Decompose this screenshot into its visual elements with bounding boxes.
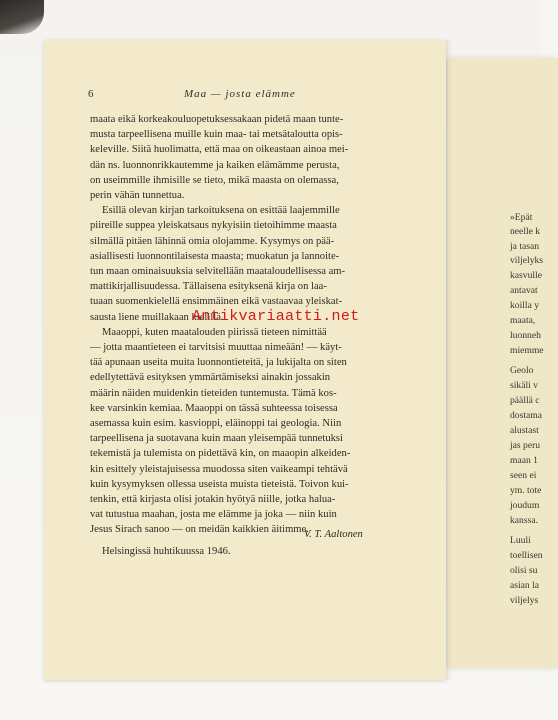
text-line: Jesus Sirach sanoo — on meidän kaikkien äitimme. — [90, 524, 309, 536]
right-page-text: seen ei — [510, 470, 537, 481]
text-line: vat tutustua maahan, josta me elämme ja joka — niin kuin — [90, 509, 337, 521]
right-page-text: Geolo — [510, 365, 534, 376]
text-line: piireille suppea yleiskatsaus nykyisiin tietoihimme maasta — [90, 220, 337, 232]
right-page-text: neelle k — [510, 226, 541, 237]
right-page-text: joudum — [510, 500, 540, 511]
right-page-text: miemme — [510, 345, 544, 356]
body-text — [90, 112, 400, 559]
right-page-text: Luuli — [510, 535, 531, 546]
right-page-text: viljelys — [510, 595, 539, 606]
right-page-text: toellisen — [510, 550, 543, 561]
text-line: asiallisesti luonnontilaisesta maasta; muokatun ja lannoite- — [90, 250, 340, 262]
text-line: tekemistä ja tulemista on pidettävä kin, on maaopin alkeiden- — [90, 448, 351, 460]
place-date: Helsingissä huhtikuussa 1946. — [102, 545, 231, 557]
right-page-text: kanssa. — [510, 515, 538, 526]
text-line: maata eikä korkeakouluopetuksessakaan pidetä maan tunte- — [90, 114, 344, 125]
right-page-text: alustast — [510, 425, 539, 436]
right-page-text: asian la — [510, 580, 540, 591]
right-page-text: päällä c — [510, 395, 540, 406]
text-line: kin esittely yleistajuisessa muodossa siten vaikeampi tehtävä — [90, 463, 348, 475]
right-page-text: luonneh — [510, 330, 541, 341]
right-page-text: maan 1 — [510, 455, 538, 466]
text-line: mattikirjallisuudessa. Tällaisena esityksenä kirja on laa- — [90, 281, 327, 293]
text-line: kuin kysymyksen ollessa useista muista tieteistä. Toivon kui- — [90, 478, 349, 490]
running-title: Maa — josta elämme — [184, 88, 296, 100]
signature: V. T. Aaltonen — [304, 529, 363, 540]
right-page-text: viljelyks — [510, 255, 544, 266]
text-line: määrin näiden muidenkin tieteiden tuntemusta. Tämä kos- — [90, 387, 337, 399]
right-page-text: ja tasan — [510, 241, 540, 252]
watermark-text: Antikvariaatti.net — [192, 308, 360, 325]
text-line: — jotta maantieteen ei tarvitsisi muuttaa nimeään! — käyt- — [90, 342, 342, 354]
right-page-text: kasvulle — [510, 270, 542, 281]
right-page-text: olisi su — [510, 565, 538, 576]
text-line: tarpeellisena ja suotavana kuin maan yleisempää tunnetuksi — [90, 433, 343, 445]
text-line: musta tarpeellisena muille kuin maa- tai metsätaloutta opis- — [90, 129, 343, 141]
right-page-text: antavat — [510, 285, 538, 296]
right-page-text: ym. tote — [510, 485, 542, 496]
text-line: tää apunaan useita muita luonnontieteitä, ja lukijalta on siten — [90, 357, 347, 369]
text-line: tun maan ominaisuuksia selvitellään maataloudellisessa am- — [90, 266, 346, 278]
text-line: edellytettävä esityksen ymmärtämiseksi ainakin jossakin — [90, 372, 331, 384]
right-page-text: sikäli v — [510, 380, 538, 391]
text-line: kee varsinkin kemiaa. Maaoppi on tässä suhteessa toisessa — [90, 402, 338, 414]
page-header — [88, 88, 408, 102]
text-line: perin vähän tunnettua. — [90, 190, 185, 202]
text-line: sausta liene muillakaan kielillä. — [90, 311, 224, 323]
text-line: asemassa kuin esim. kasvioppi, eläinoppi tai geologia. Niin — [90, 418, 342, 430]
text-line: on useimmille ihmisille se tieto, mikä maasta on olemassa, — [90, 174, 339, 186]
text-line: tuaan suomenkielellä ensimmäinen eikä vastaavaa yleiskat- — [90, 296, 343, 308]
right-page-text: dostama — [510, 410, 542, 421]
right-page-text: jas peru — [510, 440, 541, 451]
right-page-text: maata, — [510, 315, 536, 326]
page-number: 6 — [88, 88, 94, 100]
text-line: Esillä olevan kirjan tarkoituksena on esittää laajemmille — [102, 205, 340, 217]
text-line: dän ns. luonnonrikkautemme ja kaiken elämämme perusta, — [90, 159, 340, 171]
text-line: Maaoppi, kuten maatalouden piirissä tieteen nimittää — [102, 326, 327, 338]
text-line: keleville. Siitä huolimatta, että maa on oikeastaan ainoa mei- — [90, 144, 349, 156]
text-line: silmällä pitäen lähinnä omia olojamme. Kysymys on pää- — [90, 235, 335, 247]
right-page-text: »Epät — [510, 212, 533, 223]
right-page — [448, 58, 558, 668]
right-page-text: koilla y — [510, 300, 540, 311]
left-page — [44, 40, 446, 680]
text-line: tenkin, että kirjasta olisi jotakin hyötyä niille, jotka halua- — [90, 494, 336, 506]
